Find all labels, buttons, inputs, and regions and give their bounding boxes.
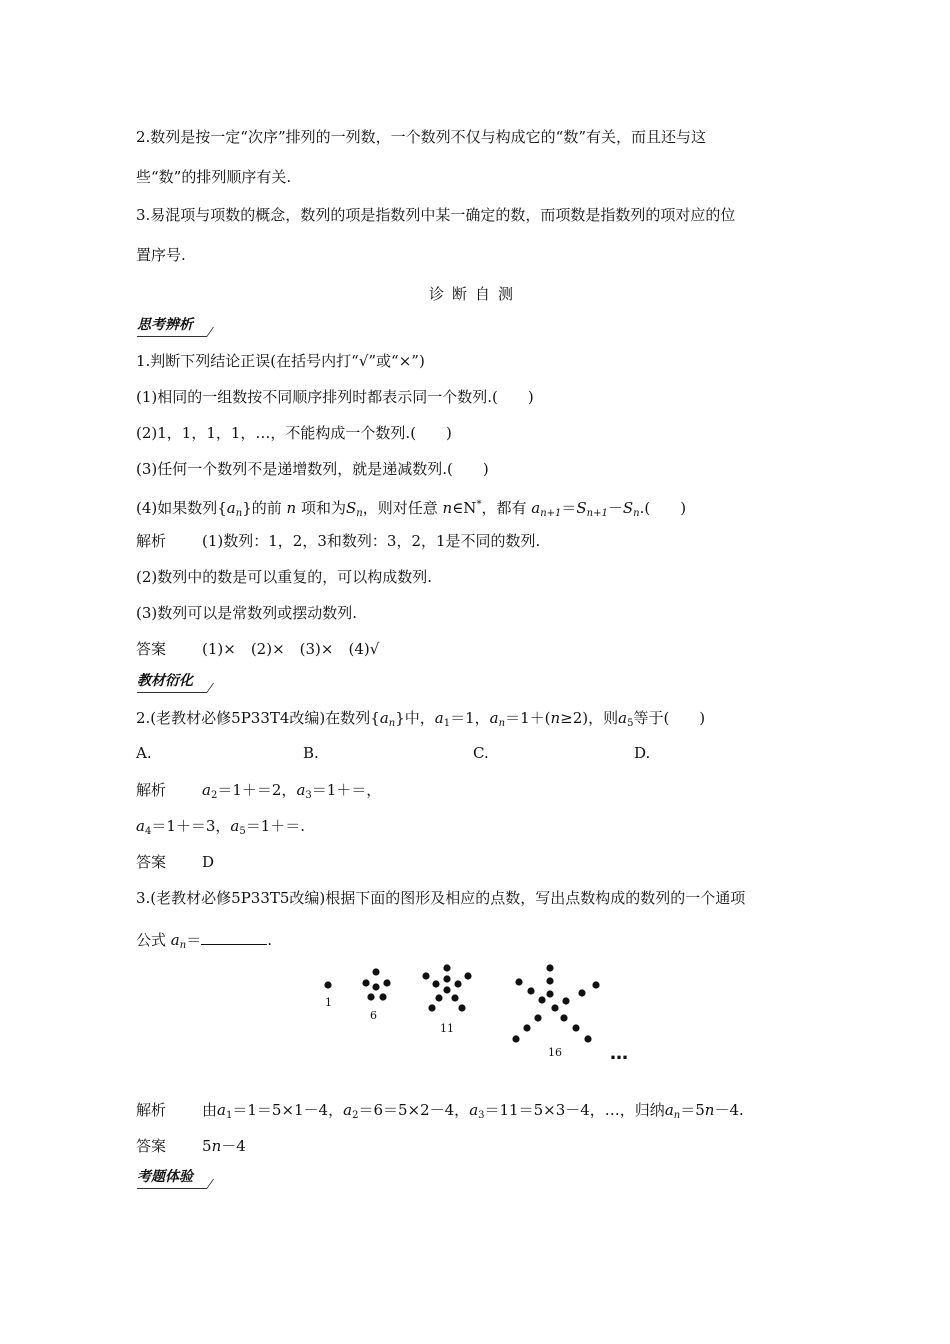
q2-analysis-2: $a_4=1+=3$，$a_5=1+=$. [136, 817, 306, 837]
intro-paragraph-3-line-2: 置序号. [136, 246, 186, 264]
q1-analysis-3: (3)数列可以是常数列或摆动数列. [136, 604, 358, 622]
intro-paragraph-2-line-2: 些“数”的排列顺序有关. [136, 168, 292, 186]
q1-statement-3: (3)任何一个数列不是递增数列，就是递减数列.( ) [136, 460, 489, 478]
figure-4-dots [512, 964, 599, 1042]
dot-pattern-figure [310, 960, 640, 1065]
q2-option-a: A. [136, 744, 152, 762]
q2-stem: 2.(老教材必修5P33T4改编)在数列$\{a_n\}$中，$a_1=1$，$a_n=1+(n\ge 2)$，则$a_5$等于( ) [136, 709, 706, 729]
q1-stem: 1.判断下列结论正误(在括号内打“√”或“×”) [136, 352, 425, 370]
q3-stem-line-1: 3.(老教材必修5P33T5改编)根据下面的图形及相应的点数，写出点数构成的数列的一个通项 [136, 889, 746, 907]
q1-answer: 答案 (1)× (2)× (3)× (4)√ [136, 640, 380, 658]
section-tag-think: 思考辨析 [137, 316, 207, 334]
q1-statement-2: (2)1，1，1，1，…，不能构成一个数列.( ) [136, 424, 452, 442]
answer-blank [201, 930, 267, 945]
figure-2-label: 6 [370, 1009, 377, 1022]
q1-analysis-2: (2)数列中的数是可以重复的，可以构成数列. [136, 568, 433, 586]
figure-3-label: 11 [440, 1022, 454, 1035]
figure-ellipsis: … [610, 1043, 628, 1064]
figure-1-label: 1 [325, 996, 332, 1009]
intro-paragraph-2-line-1: 2.数列是按一定“次序”排列的一列数，一个数列不仅与构成它的“数”有关，而且还与这 [136, 128, 706, 146]
q2-option-c: C. [473, 744, 489, 762]
q3-stem-line-2: 公式 $a_n=$ . [136, 931, 272, 951]
q2-answer: 答案 D [136, 853, 215, 871]
q3-answer: 答案 5n－4 [136, 1137, 246, 1155]
q3-analysis: 解析 由$a_1=1=5\times 1-4$，$a_2=6=5\times 2-4$，$a_3=11=5\times 3-4$，…，归纳$a_n=5n-4$. [136, 1101, 744, 1121]
q2-option-d: D. [634, 744, 651, 762]
q2-analysis-1: 解析 $a_2=1+=2$，$a_3=1+=$， [136, 781, 382, 801]
figure-3-dots [422, 964, 471, 1011]
section-title: 诊断自测 [428, 285, 521, 303]
q1-analysis-1: 解析 (1)数列：1，2，3和数列：3，2，1是不同的数列. [136, 532, 541, 550]
q1-statement-1: (1)相同的一组数按不同顺序排列时都表示同一个数列.( ) [136, 388, 534, 406]
figure-2-dots [362, 968, 390, 1000]
q1-statement-4: (4)如果数列$\{a_n\}$的前 n 项和为$S_n$，则对任意 n∈N*，都有 $a_{n+1}=S_{n+1}-S_n$.( ) [136, 499, 687, 519]
intro-paragraph-3-line-1: 3.易混项与项数的概念，数列的项是指数列中某一确定的数，而项数是指数列的项对应的位 [136, 206, 736, 224]
q2-option-b: B. [303, 744, 319, 762]
section-tag-exam: 考题体验 [137, 1168, 207, 1186]
section-tag-textbook: 教材衍化 [137, 672, 207, 690]
figure-4-label: 16 [548, 1046, 562, 1059]
figure-1-dot [324, 981, 331, 988]
